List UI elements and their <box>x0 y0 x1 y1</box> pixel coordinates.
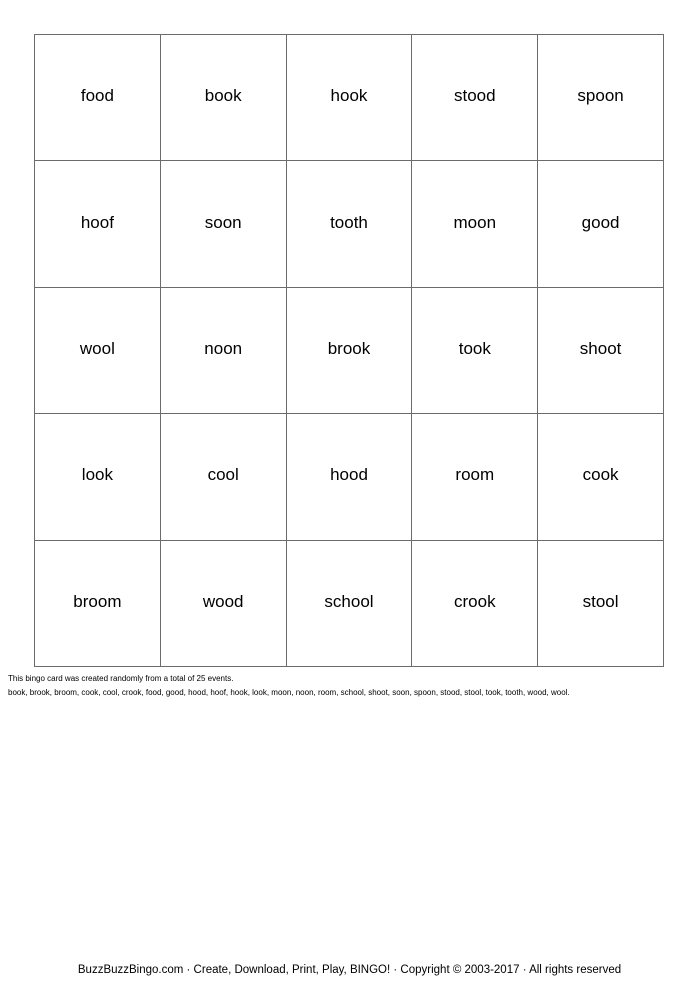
bingo-cell-label: stood <box>453 86 496 106</box>
bingo-cell[interactable] <box>412 414 538 540</box>
bingo-cell-label: room <box>455 465 495 485</box>
bingo-cell[interactable] <box>538 414 664 540</box>
bingo-cell-label: stool <box>582 591 619 611</box>
bingo-cell[interactable] <box>161 414 287 540</box>
bingo-cell[interactable] <box>538 288 664 414</box>
page-footer-text: BuzzBuzzBingo.com · Create, Download, Print, Play, BINGO! · Copyright © 2003-2017 · All rights reserved <box>77 964 622 976</box>
bingo-cell[interactable] <box>412 541 538 667</box>
page-footer <box>0 960 699 978</box>
bingo-cell[interactable] <box>287 541 413 667</box>
card-note-word-list: book, brook, broom, cook, cool, crook, food, good, hood, hoof, hook, look, moon, noon, room, school, shoot, soon, spoon, stood, stool, took, tooth, wood, wool. <box>8 688 570 697</box>
card-note-summary: This bingo card was created randomly from a total of 25 events. <box>8 674 234 683</box>
bingo-cell-label: crook <box>454 591 496 611</box>
bingo-cell-label: look <box>81 465 113 485</box>
bingo-row <box>35 161 664 287</box>
bingo-cell[interactable] <box>538 161 664 287</box>
bingo-cell[interactable] <box>412 161 538 287</box>
bingo-cell-label: hook <box>330 86 368 106</box>
bingo-cell[interactable] <box>35 35 161 161</box>
bingo-row <box>35 35 664 161</box>
bingo-cell[interactable] <box>287 161 413 287</box>
bingo-cell[interactable] <box>538 541 664 667</box>
bingo-cell-label: soon <box>204 212 242 232</box>
bingo-cell[interactable] <box>412 288 538 414</box>
bingo-cell-label: noon <box>204 339 243 359</box>
bingo-cell-label: moon <box>453 212 497 232</box>
bingo-cell[interactable] <box>538 35 664 161</box>
bingo-cell-label: book <box>204 86 242 106</box>
bingo-cell-label: wool <box>79 339 115 359</box>
bingo-cell[interactable] <box>161 288 287 414</box>
bingo-cell[interactable] <box>35 288 161 414</box>
bingo-cell[interactable] <box>161 35 287 161</box>
bingo-cell[interactable] <box>35 541 161 667</box>
bingo-cell[interactable] <box>287 414 413 540</box>
bingo-cell[interactable] <box>412 35 538 161</box>
bingo-cell[interactable] <box>161 541 287 667</box>
bingo-cell-label: wood <box>202 591 244 611</box>
bingo-cell[interactable] <box>287 35 413 161</box>
bingo-cell-label: brook <box>327 339 371 359</box>
bingo-row <box>35 414 664 540</box>
bingo-cell-label: school <box>324 591 374 611</box>
bingo-row <box>35 541 664 667</box>
bingo-cell-label: good <box>581 212 620 232</box>
bingo-cell[interactable] <box>161 161 287 287</box>
bingo-cell-label: broom <box>73 591 122 611</box>
bingo-cell[interactable] <box>287 288 413 414</box>
bingo-cell-label: took <box>458 339 491 359</box>
bingo-cell-label: tooth <box>330 212 368 232</box>
bingo-cell-label: hood <box>330 465 368 485</box>
bingo-cell-label: cool <box>207 465 239 485</box>
bingo-row <box>35 288 664 414</box>
bingo-cell-label: hoof <box>80 212 114 232</box>
bingo-card <box>34 34 664 667</box>
bingo-cell[interactable] <box>35 414 161 540</box>
bingo-cell-label: shoot <box>579 339 622 359</box>
card-note <box>8 672 691 700</box>
bingo-cell-label: cook <box>582 465 619 485</box>
bingo-cell-label: spoon <box>577 86 624 106</box>
bingo-cell-label: food <box>80 86 114 106</box>
bingo-cell[interactable] <box>35 161 161 287</box>
